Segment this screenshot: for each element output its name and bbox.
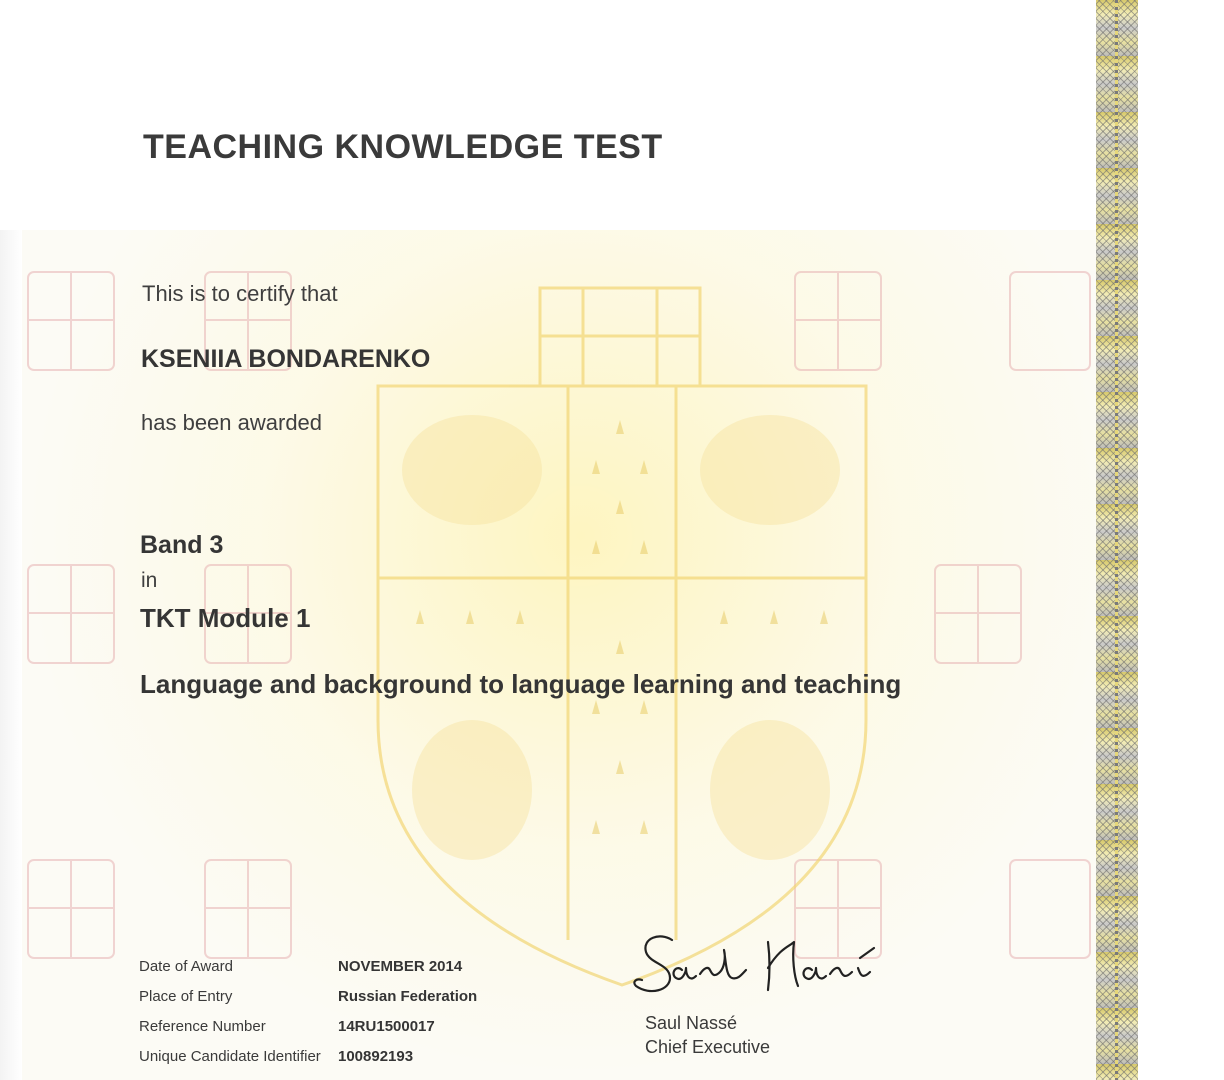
right-margin <box>1138 0 1224 1080</box>
in-connector: in <box>141 569 158 592</box>
signatory-title: Chief Executive <box>645 1037 771 1057</box>
candidate-name: KSENIIA BONDARENKO <box>141 345 431 373</box>
central-shield <box>378 288 866 985</box>
certificate-title: TEACHING KNOWLEDGE TEST <box>143 128 663 166</box>
certify-statement: This is to certify that <box>142 281 338 306</box>
detail-label-candidate-id: Unique Candidate Identifier <box>139 1048 321 1065</box>
detail-value-date: NOVEMBER 2014 <box>338 958 463 975</box>
detail-label-date: Date of Award <box>139 958 233 975</box>
detail-value-reference: 14RU1500017 <box>338 1018 435 1035</box>
detail-label-reference: Reference Number <box>139 1018 266 1035</box>
awarded-statement: has been awarded <box>141 410 323 435</box>
security-thread <box>1115 0 1118 1080</box>
detail-value-place: Russian Federation <box>338 988 478 1005</box>
detail-label-place: Place of Entry <box>139 988 233 1005</box>
module-name: TKT Module 1 <box>140 603 311 633</box>
signature <box>630 928 880 1008</box>
detail-value-candidate-id: 100892193 <box>338 1048 414 1065</box>
central-shield-lions <box>402 415 840 860</box>
module-subject: Language and background to language learning and teaching <box>140 669 902 699</box>
signatory-name: Saul Nassé <box>645 1013 738 1033</box>
band-result: Band 3 <box>140 531 224 559</box>
